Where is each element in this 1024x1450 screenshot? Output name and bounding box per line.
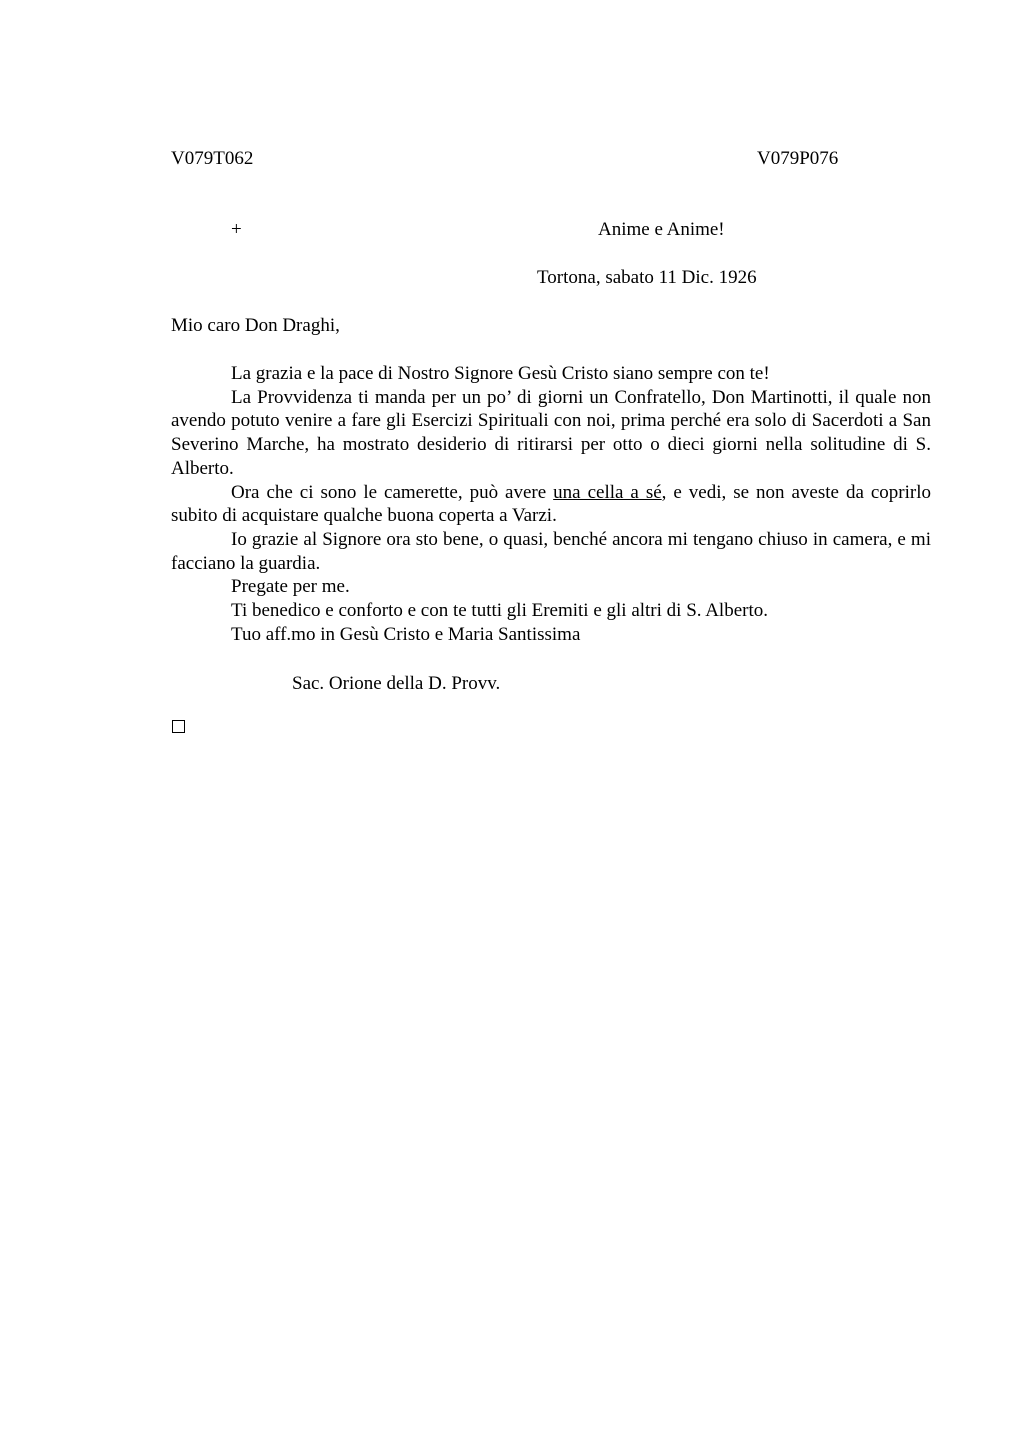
- paragraph: La grazia e la pace di Nostro Signore Gesù Cristo siano sempre con te!: [231, 363, 770, 384]
- cross-symbol: +: [231, 219, 242, 240]
- paragraph-text: Ora che ci sono le camerette, può avere: [231, 481, 554, 503]
- paragraph-text: , e vedi, se non aveste da coprirlo subito di acquistare qualche buona coperta a Varzi.: [171, 481, 931, 527]
- paragraph: [171, 481, 931, 528]
- underlined-phrase: una cella a sé: [553, 481, 662, 503]
- paragraph: La Provvidenza ti manda per un po’ di giorni un Confratello, Don Martinotti, il quale non avendo potuto venire a fare gli Esercizi Spirituali con noi, prima perché era solo di Sacerdoti a San Severino Marche, ha mostrato desiderio di ritirarsi per otto o dieci giorni nella solitudine di S. Alberto.: [171, 386, 931, 479]
- paragraph: Ti benedico e conforto e con te tutti gli Eremiti e gli altri di S. Alberto.: [231, 600, 769, 622]
- empty-square-icon: [172, 720, 185, 733]
- salutation: Mio caro Don Draghi,: [171, 315, 340, 336]
- letter-body: [171, 362, 931, 646]
- closing: Tuo aff.mo in Gesù Cristo e Maria Santissima: [231, 623, 581, 645]
- reference-code-right: V079P076: [757, 148, 839, 169]
- paragraph: Io grazie al Signore ora sto bene, o quasi, benché ancora mi tengano chiuso in camera, e mi facciano la guardia.: [171, 528, 931, 574]
- dateline: Tortona, sabato 11 Dic. 1926: [537, 267, 757, 288]
- motto: Anime e Anime!: [598, 219, 725, 240]
- reference-code-left: V079T062: [171, 148, 254, 169]
- signature: Sac. Orione della D. Provv.: [292, 673, 501, 694]
- paragraph: Pregate per me.: [231, 576, 350, 598]
